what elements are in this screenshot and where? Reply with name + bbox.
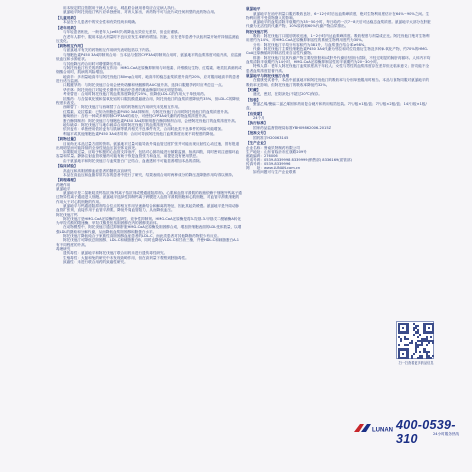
qr-module (421, 357, 423, 359)
paragraph: 聚氯乙烯/聚偏二氯乙烯固体药用复合硬片和药用铝箔包装。7片/板×1板/盒；7片/板×2板/盒；14片/板×1板/盒。 (246, 102, 427, 111)
section-heading: 【临床试验】 (56, 164, 78, 169)
qr-module (406, 331, 408, 333)
paragraph: 利福平或其他细胞色素P450 3A4诱导剂：合用可导致阿托伐他汀血浆浓度出现不同程度的降低。 (63, 131, 217, 136)
section-heading: 【贮藏】 (246, 87, 261, 92)
paragraph: 在健康受试者中，本品中氨氯地平和阿托伐他汀的吸收率与分别单独服用时相当。本品与食物同服对氨氯地平的吸收率无影响，但阿托伐他汀的吸收率降低约32%。 (246, 78, 430, 87)
section-heading: 【药物过量】 (56, 137, 78, 142)
paragraph: 遮光，密封，在阴凉处(不超过20℃)保存。 (253, 92, 322, 97)
info-line: 氨氯地平 (56, 187, 71, 192)
paragraph: 代谢：阿托伐他汀主要经细胞色素P450 3A4代谢为邻位和对位羟基衍生物及多种β-氧化产物，约70%的HMG-CoA还原酶循环抑制活性来自活性代谢物。 (246, 47, 429, 56)
info-line: 邮政编码：276006 (246, 153, 278, 158)
paragraph: 口服避孕药：与阿托伐他汀合用会使炔诺酮和炔雌醇的AUC值升高，选择口服避孕药时应考虑这一点。 (63, 83, 226, 88)
paragraph: 吸收：阿托伐他汀口服后吸收迅速，1~2小时内达血浆峰浓度。吸收程度与剂量成正比。阿托伐他汀绝对生物利用度约为14%，对HMG-CoA还原酶抑制活性的系统生物利用度约为30%。 (246, 34, 430, 43)
qr-module (406, 357, 408, 359)
info-line: 企业名称：鲁南贝特制药有限公司 (246, 145, 300, 150)
qr-module (413, 334, 415, 336)
qr-module (426, 344, 428, 346)
info-line: 药理作用 (56, 182, 71, 187)
paragraph: 致癌性：未进行联合用药的致癌性研究。 (63, 260, 128, 265)
brand-logo-text: LUNAN (372, 427, 393, 434)
paragraph: 氨氯地平是二氢吡啶类钙拮抗剂(钙离子拮抗剂或慢通道阻滞剂)。心肌和血管平滑肌的收缩依赖于细胞外钙离子通过特异性离子通道进入细胞。氨氯地平选择性抑制钙离子跨膜进入血管平滑肌细胞和心肌细胞，对血管平滑肌细胞的作用大于对心肌细胞的作用。 (56, 191, 242, 204)
qr-module (402, 353, 404, 355)
paragraph: 与氨氯地平有关的药物相互作用研究表明包括以下内容。 (63, 48, 153, 53)
section-heading: 【儿童用药】 (56, 15, 78, 20)
info-line: 网 址：www.LUNAN.com.cn (246, 166, 301, 171)
section-heading: 【生产企业】 (246, 141, 268, 146)
section-heading: 【老年用药】 (56, 25, 78, 30)
qr-module (430, 357, 432, 359)
paragraph: 遗传毒性：氨氯地平和阿托伐他汀联合用药未进行遗传毒性研究。 (63, 251, 168, 256)
qr-module (400, 340, 402, 342)
paragraph: 与阿托伐他汀有关的药物相互作用：HMG-CoA还原酶抑制剂与环孢素、纤维酸衍生物、红霉素、唑类抗真菌药或烟酸合用时，肌病的风险增加。 (56, 65, 242, 75)
paragraph: 高血压和高胆固醇血症患者的随机双盲研究 (63, 168, 132, 173)
qr-module (413, 353, 415, 355)
paragraph: 目前尚无本品过量方面的资料。氨氯地平过量可能导致外周血管过度扩张并可能出现反射性心动过速，曾有报道出现明显而可能持续的全身性低血压甚至休克致死。 (56, 141, 240, 150)
qr-module (415, 351, 417, 353)
qr-module (432, 355, 434, 357)
qr-caption: 扫一扫查看更多药品信息 (398, 361, 434, 365)
qr-module (406, 338, 408, 340)
hotline-caption: 24小时服务热线 (433, 432, 460, 436)
qr-module (417, 336, 419, 338)
service-hotline[interactable]: 400-0539-310 (396, 418, 456, 446)
paragraph: 抗酸药：与含氢氧化镁和氢氧化铝的口服抗酸混悬液合用，阿托伐他汀的血浆浓度降低约35%，但LDL-C的降低程度未改变。 (56, 96, 240, 105)
info-line: 毒理研究 (56, 247, 71, 252)
paragraph: 考来替泊：合用时阿托伐他汀的血浆浓度降低约25%，但降低LDL-C的作用大于单独用药。 (63, 92, 208, 97)
qr-module (428, 342, 430, 344)
paragraph: 如果服用过量，应给予积极的心血管支持治疗，包括对心肺功能进行频繁监测、抬高四肢，同时密切注意循环血容量和尿量。静脉注射血管收缩药可能有助于恢复血管张力和血压，前提是没有使用禁忌。 (56, 150, 240, 159)
section-heading: 阿托伐他汀钙 (246, 29, 268, 34)
paragraph: 由于氨氯地平和阿托伐他汀与血浆蛋白广泛结合，血液透析不可能显著增加本品的清除。 (63, 158, 204, 163)
qr-module (398, 344, 400, 346)
qr-module (428, 327, 430, 329)
qr-module (421, 344, 423, 346)
paragraph: 氨氯地平在治疗剂量口服后吸收良好，6~12小时后达血浆峰浓度，绝对生物利用度估计在64%~90%之间。生物利用度不受食物摄入的影响。 (246, 11, 430, 20)
lunan-logo-icon (352, 421, 393, 435)
qr-module (428, 351, 430, 353)
qr-module (432, 342, 434, 344)
leaflet-right-column (246, 6, 432, 175)
paragraph: 在动物模型中，阿托伐他汀通过抑制肝脏HMG-CoA还原酶及胆固醇合成，增加肝细胞表面的LDL受体数量，以增强LDL的摄取和分解代谢，从而降低血浆胆固醇和脂蛋白水平。 (56, 225, 242, 234)
paragraph: 阿托伐他汀可降低总胆固醇、LDL-C和载脂蛋白B，同时也降低VLDL-C和甘油三酯，并使HDL-C和载脂蛋白A-1有不同程度的升高。 (56, 238, 240, 247)
paragraph: 本品在高血压和血脂异常共存的患者中进行了研究，结果表明合用时两种成分的降压及降脂作用均得以保持。 (63, 173, 236, 178)
paragraph: 用本规定附注依据用于就人为单元，城乱联合就用者均应合定病人执行。 (63, 6, 178, 10)
paragraph: 24个月 (253, 116, 265, 121)
paragraph: 阿托伐他汀是HMG-CoA还原酶的选择性、竞争性抑制剂。HMG-CoA还原酶是将3-羟基-3-甲基戊二酰辅酶A转化为甲羟戊酸的限速酶，甲羟戊酸是包括胆固醇在内的固醇类前体。 (56, 216, 241, 225)
info-line: 电话号码：0539-8339998 8339999(销售部) 8336169(质管部) (246, 158, 352, 162)
paragraph: 国药准字H20063145 (253, 135, 289, 140)
section-heading: 【批准文号】 (246, 131, 268, 136)
paragraph: 葡萄柚汁：含有一种或多种抑制CYP3A4的成分，可使经CYP3A4代谢的药物血浆浓度升高。 (63, 114, 210, 119)
paragraph: 地高辛：多剂量地高辛与阿托伐他汀80mg合用时，地高辛的稳态血浆浓度升高约20%，应对服用地高辛的患者进行适当监测。 (56, 74, 240, 83)
paragraph: 本品在小儿患者中的安全性和有效性尚未明确。 (63, 20, 139, 25)
paragraph: 分布：阿托伐他汀平均分布容积约为381升，与血浆蛋白结合率≥98%。 (253, 42, 368, 47)
paragraph: 国家药品监督管理局标准YBH09862006-2015Z (253, 125, 332, 130)
paragraph: 与细胞色素P450 3A4抑制剂合用：当本品与强效CYP3A4抑制剂合用时，氨氯地平的血浆浓度可能升高，应监测低血压和水肿症状。 (56, 52, 242, 62)
paragraph: 华法林：阿托伐他汀对接受长期华法林治疗患者的凝血酶原时间无明显影响。 (63, 87, 186, 92)
paragraph: 如有问题可与生产企业联系 (253, 170, 297, 175)
qr-module (417, 346, 419, 348)
qr-module (419, 351, 421, 353)
section-heading: 氨氯地平与阿托伐他汀合用 (246, 73, 290, 78)
paragraph: 红霉素、克拉霉素：已知为细胞色素P450 3A4抑制剂，与阿托伐他汀合用时阿托伐他汀的血浆浓度升高。 (63, 109, 232, 114)
qr-module (417, 325, 419, 327)
qr-module (411, 357, 413, 359)
qr-module (411, 342, 413, 344)
paragraph: 特殊人群：老年人阿托伐他汀血浆浓度高于年轻人；女性与男性的血浆浓度存在差异但无临床意义；肝功能不全患者血浆浓度显著升高。 (246, 64, 430, 73)
qr-module (402, 327, 404, 329)
leaflet-left-column (56, 6, 242, 265)
paragraph: 与其他降压药合用时可增强降压作用。 (63, 61, 125, 66)
info-line: 传真号码：0539-8339996 (246, 162, 291, 167)
paragraph: 排泄：阿托伐他汀及其代谢产物主要经肝脏和/或肝外代谢后经胆汁清除，不经过明显的肠肝再循环。人体内平均血浆清除半衰期约为14小时，HMG-CoA还原酶抑制活性的半衰期约为20~30小时。 (246, 55, 431, 65)
section-heading: 【药理毒理】 (56, 178, 78, 183)
section-heading: 【执行标准】 (246, 121, 268, 126)
qr-module (430, 336, 432, 338)
info-line: 生产地址：山东省临沂市红旗路209号 (246, 149, 307, 154)
paragraph: 西咪替丁：阿托伐他汀与西咪替丁合用的药物相互作用研究未见相互作用。 (63, 105, 182, 110)
paragraph: 阿托伐他汀降低纯合子家族性高胆固醇血症患者的LDL-C，而此类患者对其他降脂药物很少有反应。 (63, 234, 221, 238)
paragraph: 地尔硫卓：阿托伐他汀与地尔硫卓合用时阿托伐他汀的血浆浓度升高。 (63, 122, 175, 127)
paragraph: 与年轻患者相比，一般老年人(≥65岁)的降血压效应无差异，但也应谨慎。 (63, 30, 182, 35)
qr-module (406, 344, 408, 346)
paragraph: 生殖毒性：大鼠和兔的研究中未发现致畸作用，但在高剂量下观察到胚胎毒性。 (63, 255, 189, 260)
qr-module (419, 334, 421, 336)
paragraph: 氨氯地平阿托伐他汀钙片应单独使用，对该人如出，该药物不可与此片或任何剂型的此药物合用。 (63, 10, 218, 15)
section-heading: 【药物相互作用】 (56, 44, 85, 48)
paragraph: 依折麦布：单独使用依折麦布与肌病等肌肉相关不良事件有关，合用时此类不良事件的风险可能增加。 (63, 127, 225, 132)
paragraph: 氨氯地平与钙通道阻滞剂结合位点的相互作用呈逐渐结合和解离的特征，因此其起效缓慢。氨氯地平是外周动脉血管扩张剂，直接作用于血管平滑肌，降低外周血管阻力，从而降低血压。 (56, 204, 240, 213)
paragraph: 在老年人群中，服用本品大剂量时不良反应发生率稍有增加。因此，应在老年患者中从低剂量开始并持续监测血压变化。 (56, 34, 240, 43)
qr-code-icon[interactable] (396, 321, 434, 359)
section-heading: 氨氯地平 (246, 7, 261, 12)
paragraph: 氨氯地平的血浆清除半衰期约为35~50小时，每日给药一次7~8天后可达稳态血浆浓度。氨氯地平大部分在肝脏代谢为无活性的代谢产物，10%原药和60%代谢产物由尿排出。 (246, 20, 431, 29)
qr-module (432, 331, 434, 333)
paragraph: 蛋白酶抑制剂：阿托伐他汀与细胞色素P450 3A4抑制剂蛋白酶抑制剂合用，会使阿托伐他汀的血浆浓度升高。 (63, 118, 239, 123)
section-heading: 【包装】 (246, 97, 261, 102)
info-line: 阿托伐他汀钙 (56, 212, 78, 217)
section-heading: 【有效期】 (246, 111, 264, 116)
